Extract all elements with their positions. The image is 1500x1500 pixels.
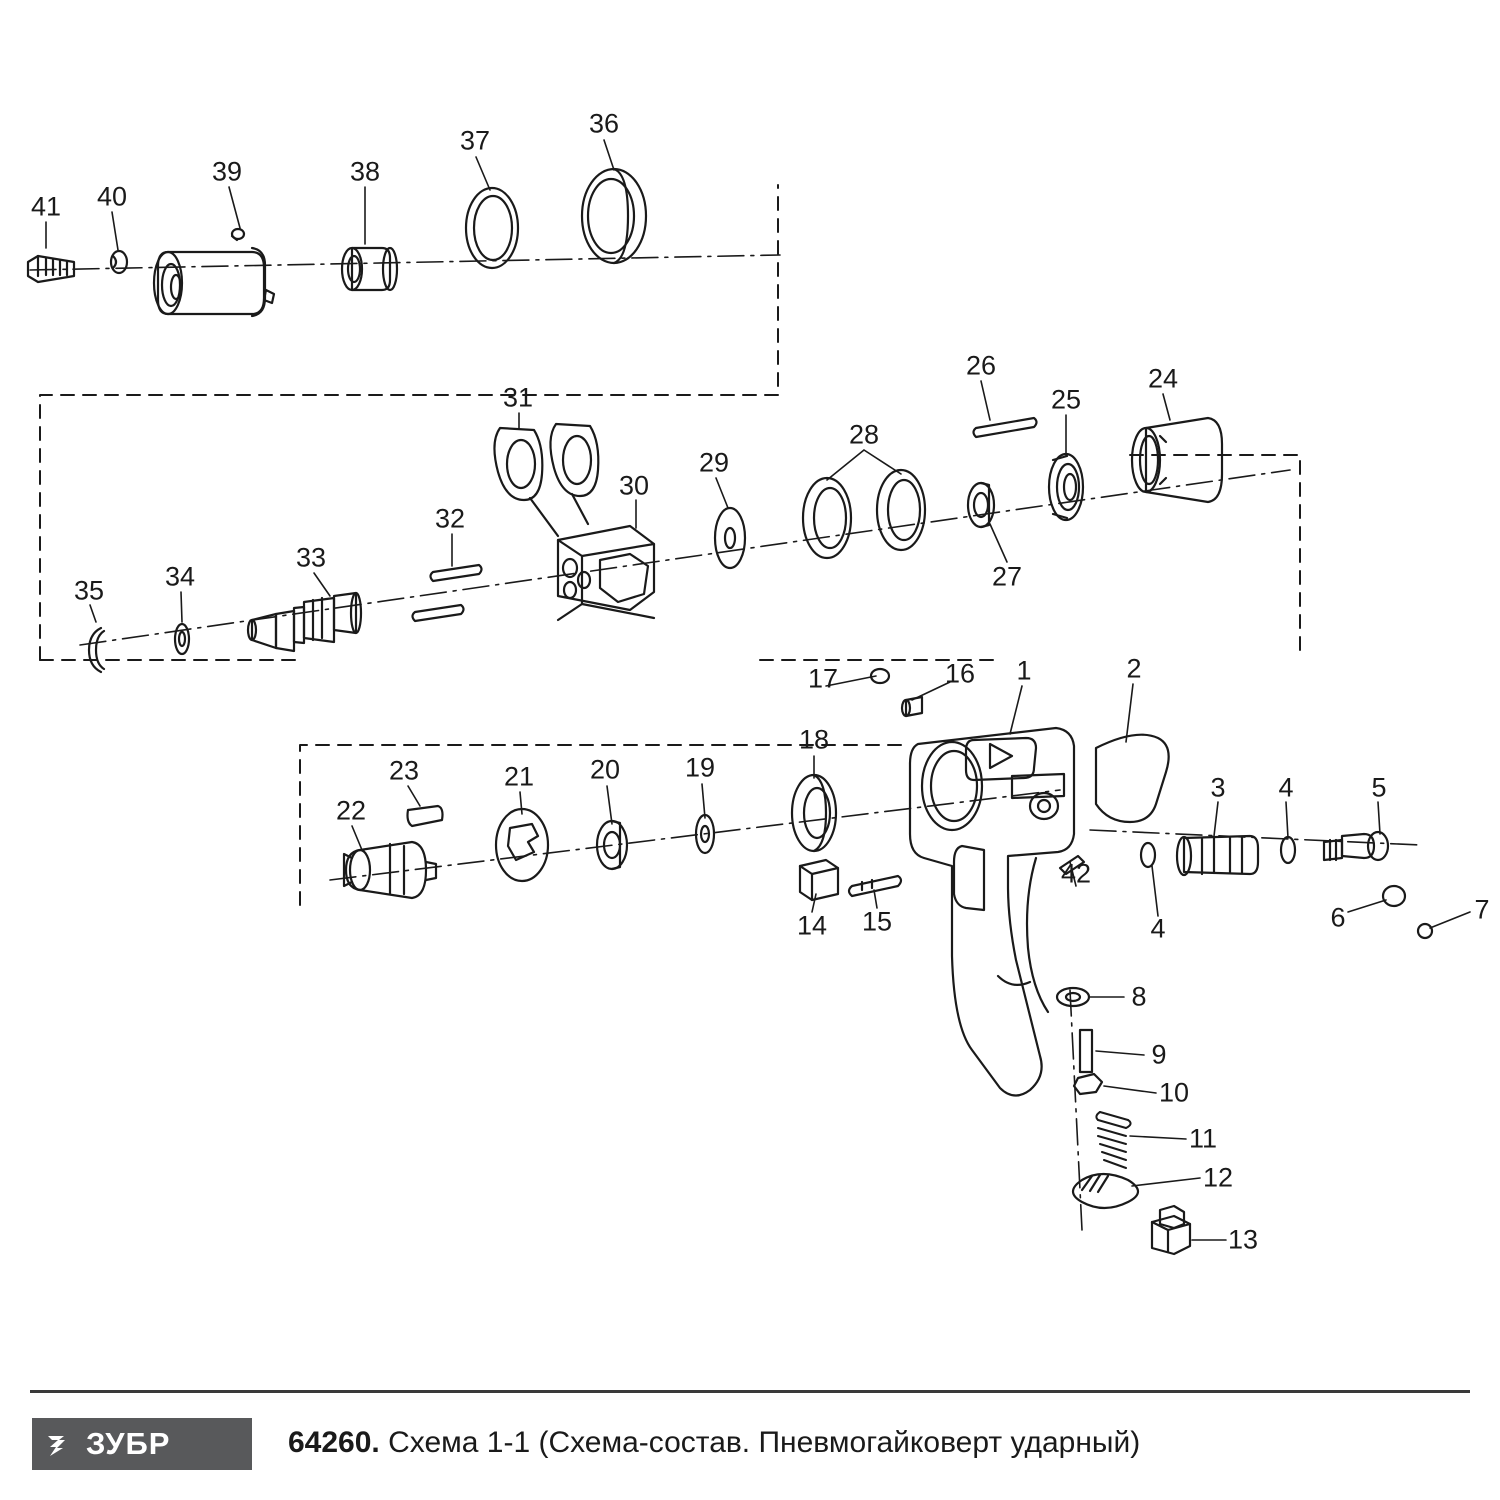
callout-18: 18 (798, 724, 830, 755)
footer (0, 1390, 1500, 1500)
callout-16: 16 (944, 658, 976, 689)
callout-37: 37 (459, 125, 491, 156)
logo-text: ЗУБР (86, 1426, 171, 1461)
callout-31: 31 (502, 382, 534, 413)
callout-41: 41 (30, 191, 62, 222)
callout-40: 40 (96, 181, 128, 212)
callout-1: 1 (1016, 655, 1032, 686)
arrow-mark-icon (46, 1429, 76, 1459)
callout-32: 32 (434, 503, 466, 534)
callout-42: 42 (1060, 858, 1092, 889)
callout-36: 36 (588, 108, 620, 139)
callout-5: 5 (1371, 772, 1387, 803)
callout-38: 38 (349, 156, 381, 187)
callout-24: 24 (1147, 363, 1179, 394)
callout-9: 9 (1151, 1039, 1167, 1070)
callout-17: 17 (807, 663, 839, 694)
callout-29: 29 (698, 447, 730, 478)
scheme-code: 64260. (288, 1426, 380, 1459)
callout-27: 27 (991, 561, 1023, 592)
callout-7: 7 (1474, 894, 1490, 925)
callout-22: 22 (335, 795, 367, 826)
callout-20: 20 (589, 754, 621, 785)
callout-12: 12 (1202, 1162, 1234, 1193)
callout-13: 13 (1227, 1224, 1259, 1255)
callout-35: 35 (73, 575, 105, 606)
callout-2: 2 (1126, 653, 1142, 684)
callout-25: 25 (1050, 384, 1082, 415)
callout-8: 8 (1131, 981, 1147, 1012)
scheme-title: Схема 1-1 (Схема-состав. Пневмогайковерт ударный) (388, 1426, 1141, 1459)
callout-6: 6 (1330, 902, 1346, 933)
brand-logo (32, 1418, 252, 1470)
callout-30: 30 (618, 470, 650, 501)
callout-21: 21 (503, 761, 535, 792)
callout-10: 10 (1158, 1077, 1190, 1108)
callout-3: 3 (1210, 772, 1226, 803)
callout-34: 34 (164, 561, 196, 592)
callout-19: 19 (684, 752, 716, 783)
callout-23: 23 (388, 755, 420, 786)
callout-14: 14 (796, 910, 828, 941)
callout-33: 33 (295, 542, 327, 573)
callout-4-bottom: 4 (1150, 913, 1166, 944)
callout-11: 11 (1188, 1123, 1218, 1154)
footer-caption (288, 1426, 1140, 1460)
callout-39: 39 (211, 156, 243, 187)
callout-4-top: 4 (1278, 772, 1294, 803)
callout-15: 15 (861, 906, 893, 937)
callout-28: 28 (848, 419, 880, 450)
footer-divider (30, 1390, 1470, 1393)
callout-26: 26 (965, 350, 997, 381)
